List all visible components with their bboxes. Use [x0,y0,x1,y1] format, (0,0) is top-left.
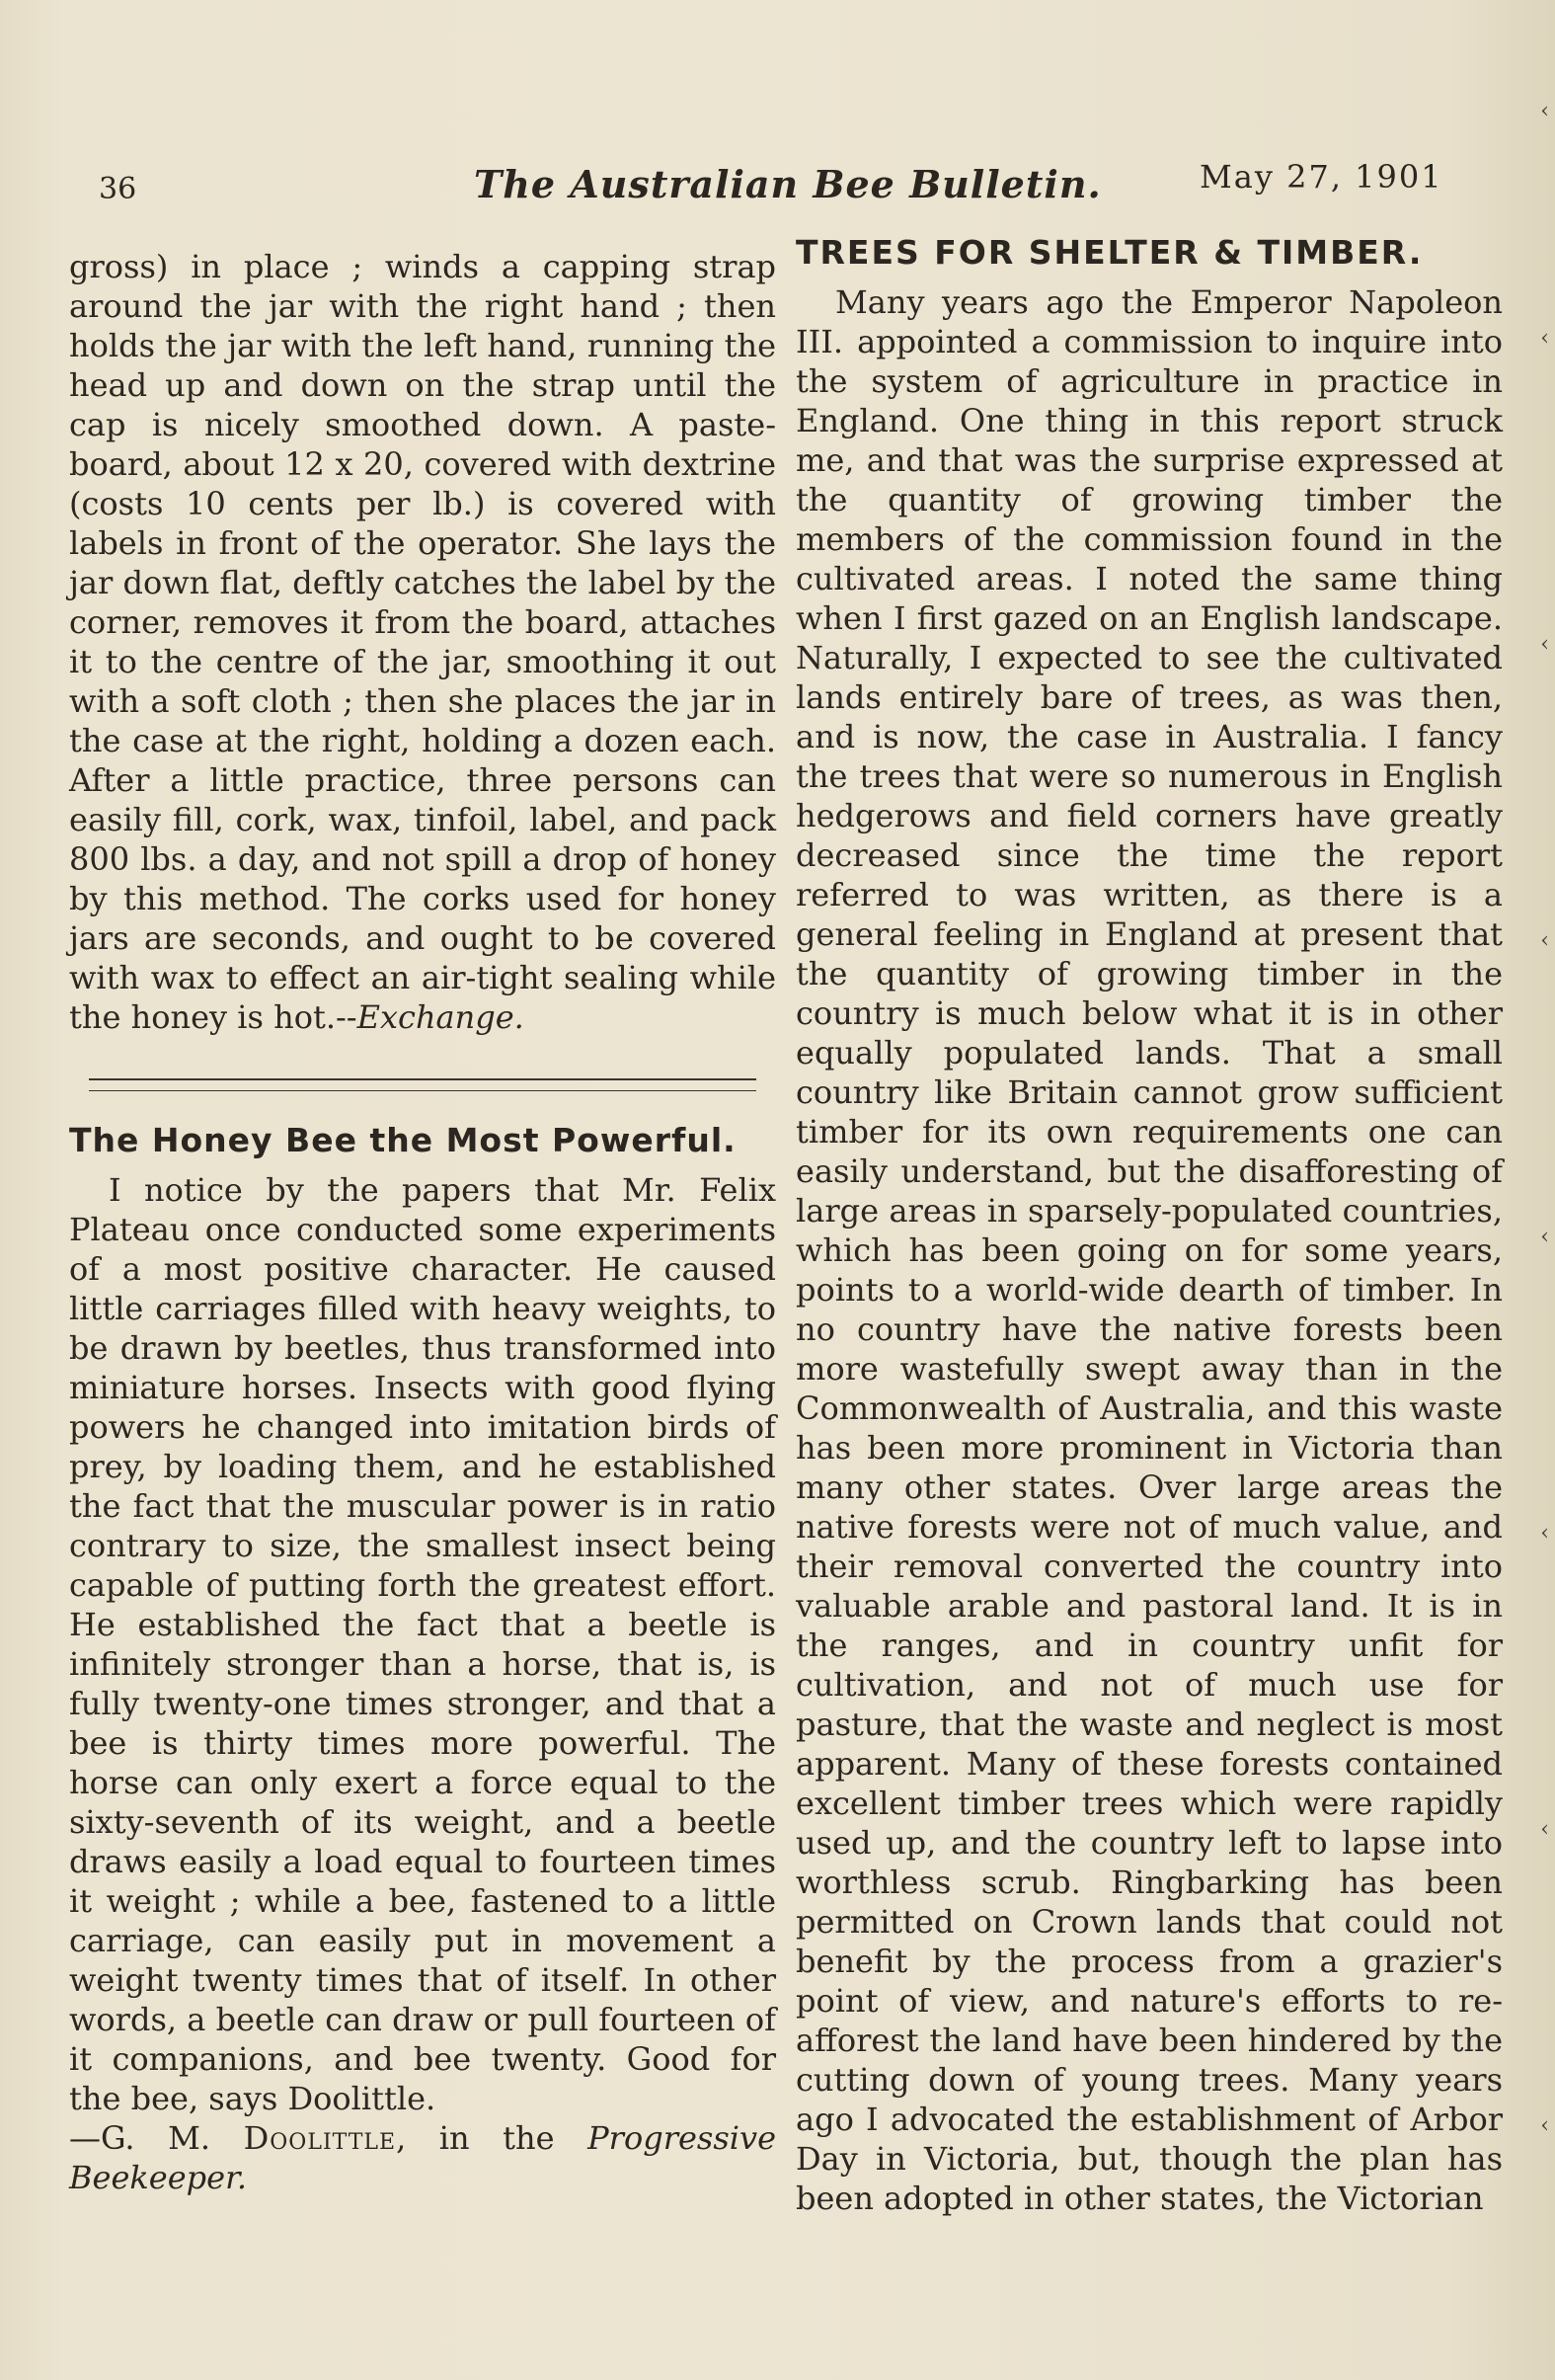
signature-mid: , in the [396,2119,588,2157]
article-body-honey-bee: I notice by the papers that Mr. Felix Plateau once conducted some experiments of a most positive character. He caused little carriages filled with heavy weights, to be drawn by beetles, thus transformed into miniature horses. Insects with good flying powers he changed into imitation birds of prey, by loading them, and he established the fact that the muscular power is in ratio contrary to size, the smallest insect being capable of putting forth the greatest effort. He established the fact that a beetle is infinitely stronger than a horse, that is, is fully twenty-one times stronger, and that a bee is thirty times more powerful. The horse can only exert a force equal to the sixty-seventh of its weight, and a beetle draws easily a load equal to fourteen times it weight ; while a bee, fastened to a little carriage, can easily put in movement a weight twenty times that of itself. In other words, a beetle can draw or pull fourteen of it companions, and bee twenty. Good for the bee, says Doolittle. [69,1171,776,2117]
edge-mark: ‹ [1540,632,1549,657]
page-edge-marks [1525,0,1555,2380]
issue-date: May 27, 1901 [1200,158,1443,196]
divider-rule-top [89,1078,756,1080]
edge-mark: ‹ [1540,326,1549,351]
edge-mark: ‹ [1540,1817,1549,1842]
continued-article-text [69,247,776,1037]
page-number: 36 [99,172,137,206]
edge-mark: ‹ [1540,1521,1549,1546]
edge-mark: ‹ [1540,99,1549,123]
signature-prefix: —G. M. [69,2119,244,2157]
signature-author: Doolittle [243,2119,397,2157]
continued-body: gross) in place ; winds a capping strap around the jar with the right hand ; then holds the jar with the left hand, running the head up and down on the strap until the cap is nicely smoothed down. A paste-board, about 12 x 20, covered with dextrine (costs 10 cents per lb.) is covered with labels in front of the operator. She lays the jar down flat, deftly catches the label by the corner, removes it from the board, attaches it to the centre of the jar, smoothing it out with a soft cloth ; then she places the jar in the case at the right, holding a dozen each. After a little practice, three persons can easily fill, cork, wax, tinfoil, label, and pack 800 lbs. a day, and not spill a drop of honey by this method. The corks used for honey jars are seconds, and ought to be covered with wax to effect an air-tight sealing while the honey is hot.-- [69,248,776,1036]
journal-title: The Australian Bee Bulletin. [474,162,1102,206]
article-signature [69,2118,776,2197]
edge-mark: ‹ [1540,1225,1549,1249]
divider-rule-bottom [89,1090,756,1091]
edge-mark: ‹ [1540,2113,1549,2138]
article-title-honey-bee: The Honey Bee the Most Powerful. [69,1121,737,1159]
article-title-trees: TREES FOR SHELTER & TIMBER. [796,233,1424,272]
section-divider [89,1078,756,1091]
signature-source: Progressive Beekeeper. [69,2119,777,2196]
article-body-trees: Many years ago the Emperor Napoleon III. appointed a commission to inquire into the system of agriculture in practice in England. One thing in this report struck me, and that was the surprise expressed at the quantity of growing timber the members of the commission found in the cultivated areas. I noted the same thing when I first gazed on an English landscape. Naturally, I expected to see the cultivated lands entirely bare of trees, as was then, and is now, the case in Australia. I fancy the trees that were so numerous in English hedgerows and field corners have greatly decreased since the time the report referred to was written, as there is a general feeling in England at present that the quantity of growing timber in the country is much below what it is in other equally populated lands. That a small country like Britain cannot grow sufficient timber for its own requirements one can easily understand, but the disafforesting of large areas in sparsely-populated countries, which has been going on for some years, points to a world-wide dearth of timber. In no country have the native forests been more wastefully swept away than in the Commonwealth of Australia, and this waste has been more prominent in Victoria than many other states. Over large areas the native forests were not of much value, and their removal converted the country into valuable arable and pastoral land. It is in the ranges, and in country unfit for cultivation, and not of much use for pasture, that the waste and neglect is most apparent. Many of these forests contained excellent timber trees which were rapidly used up, and the country left to lapse into worthless scrub. Ringbarking has been permitted on Crown lands that could not benefit by the process from a grazier's point of view, and nature's efforts to re-afforest the land have been hindered by the cutting down of young trees. Many years ago I advocated the establishment of Arbor Day in Victoria, but, though the plan has been adopted in other states, the Victorian [796,283,1503,2217]
edge-mark: ‹ [1540,928,1549,953]
left-column [69,247,776,2197]
continued-source: Exchange. [356,998,524,1036]
page-header [0,148,1555,207]
right-column [796,233,1503,2218]
